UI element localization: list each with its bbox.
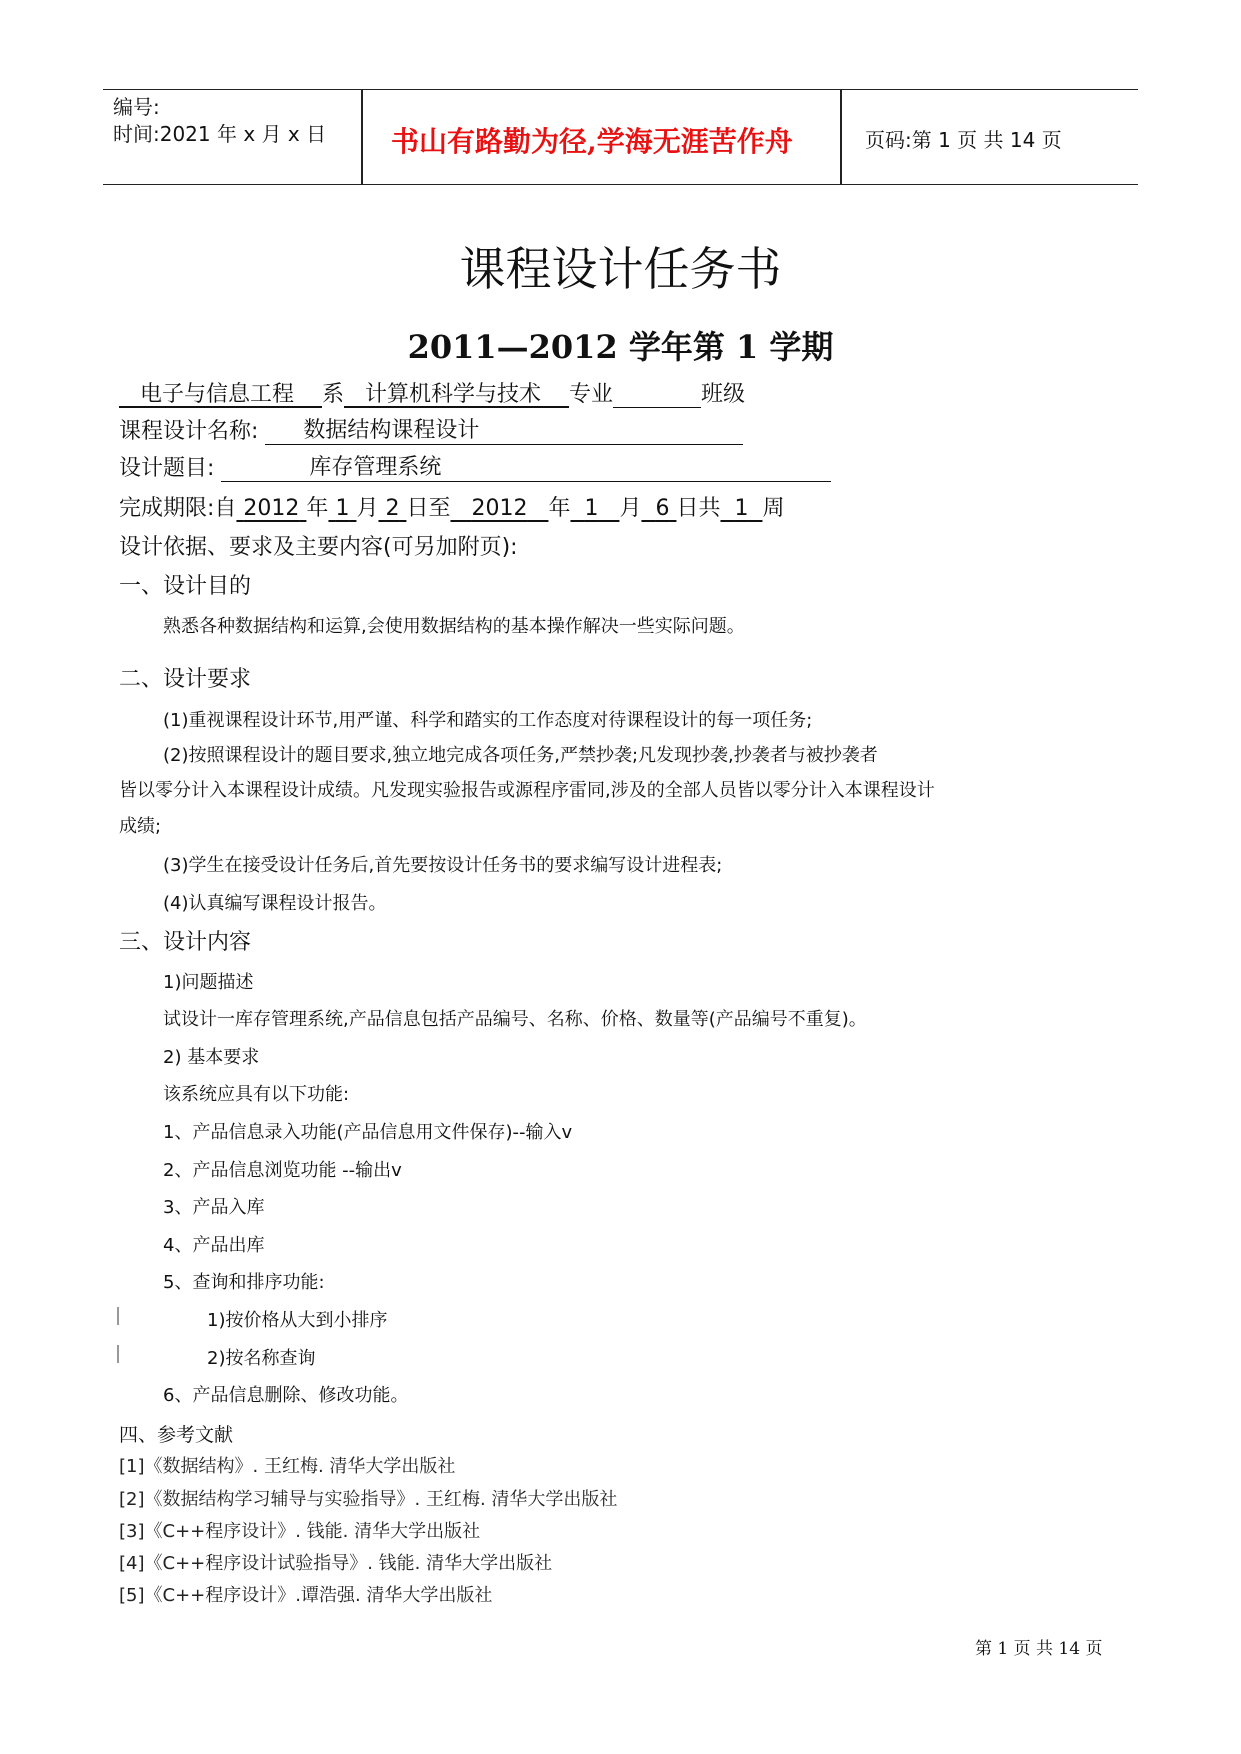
- section1-heading: 一、设计目的: [119, 574, 252, 599]
- reference-item: [3]《C++程序设计》. 钱能. 清华大学出版社: [119, 1521, 481, 1542]
- section2-item3: (3)学生在接受设计任务后,首先要按设计任务书的要求编写设计进程表;: [163, 855, 723, 876]
- change-bar: [117, 1345, 119, 1363]
- feature-2: 2、产品信息浏览功能 --输出v: [163, 1160, 402, 1181]
- section1-text: 熟悉各种数据结构和运算,会使用数据结构的基本操作解决一些实际问题。: [163, 616, 745, 637]
- reference-item: [5]《C++程序设计》.谭浩强. 清华大学出版社: [119, 1585, 493, 1606]
- start-year: 2012: [243, 496, 300, 521]
- section3-sub1: 1)问题描述: [163, 972, 254, 993]
- number-label: 编号:: [113, 95, 160, 119]
- weeks: 1: [734, 496, 749, 521]
- feature-4: 4、产品出库: [163, 1235, 265, 1256]
- major: 计算机科学与技术: [364, 382, 541, 407]
- document-subtitle: 2011—2012 学年第 1 学期: [407, 328, 834, 366]
- course-value: 数据结构课程设计: [303, 418, 480, 443]
- start-month: 1: [335, 496, 350, 521]
- course-line: [119, 414, 743, 445]
- header-meta: [113, 94, 326, 148]
- topic-line: [119, 451, 831, 482]
- topic-label: 设计题目:: [119, 456, 215, 481]
- topic-value: 库存管理系统: [309, 455, 442, 480]
- dept-suffix: 系: [321, 382, 344, 407]
- section2-item2-line1: (2)按照课程设计的题目要求,独立地完成各项任务,严禁抄袭;凡发现抄袭,抄袭者与被抄袭者: [163, 745, 878, 766]
- reference-item: [1]《数据结构》. 王红梅. 清华大学出版社: [119, 1456, 456, 1477]
- section3-sub2: 2) 基本要求: [163, 1047, 260, 1068]
- section2-item1: (1)重视课程设计环节,用严谨、科学和踏实的工作态度对待课程设计的每一项任务;: [163, 710, 813, 731]
- header-divider: [361, 90, 363, 184]
- start-day: 2: [385, 496, 400, 521]
- class-suffix: 班级: [701, 382, 746, 407]
- reference-item: [2]《数据结构学习辅导与实验指导》. 王红梅. 清华大学出版社: [119, 1489, 618, 1510]
- feature-6: 6、产品信息删除、修改功能。: [163, 1385, 409, 1406]
- header-divider: [840, 90, 842, 184]
- period-line: 完成期限:自 2012 年 1 月 2 日至 2012 年 1 月 6 日共 1 周: [119, 496, 785, 521]
- department: 电子与信息工程: [139, 382, 294, 407]
- reference-item: [4]《C++程序设计试验指导》. 钱能. 清华大学出版社: [119, 1553, 553, 1574]
- feature-3: 3、产品入库: [163, 1197, 265, 1218]
- motto: 书山有路勤为径,学海无涯苦作舟: [391, 125, 793, 158]
- end-year: 2012: [471, 496, 528, 521]
- feature-5b: 2)按名称查询: [207, 1348, 316, 1369]
- feature-1: 1、产品信息录入功能(产品信息用文件保存)--输入v: [163, 1122, 573, 1143]
- time-label: 时间:2021 年 x 月 x 日: [113, 122, 327, 146]
- document-title: 课程设计任务书: [459, 242, 782, 296]
- section3-desc: 试设计一库存管理系统,产品信息包括产品编号、名称、价格、数量等(产品编号不重复)。: [163, 1009, 867, 1030]
- feature-5: 5、查询和排序功能:: [163, 1272, 325, 1293]
- header-page-code: 页码:第 1 页 共 14 页: [865, 128, 1062, 152]
- section4-heading: 四、参考文献: [119, 1424, 234, 1446]
- end-month: 1: [584, 496, 599, 521]
- class-blank: [613, 381, 701, 408]
- section2-heading: 二、设计要求: [119, 667, 252, 692]
- period-label: 完成期限:自: [119, 496, 237, 521]
- section3-heading: 三、设计内容: [119, 930, 252, 955]
- section2-item2-line3: 成绩;: [119, 816, 162, 837]
- major-suffix: 专业: [568, 382, 613, 407]
- header-table: [103, 89, 1138, 185]
- change-bar: [117, 1307, 119, 1325]
- dept-line: [119, 377, 745, 408]
- end-day: 6: [655, 496, 670, 521]
- section2-item2-line2: 皆以零分计入本课程设计成绩。凡发现实验报告或源程序雷同,涉及的全部人员皆以零分计入本课程设计: [119, 780, 935, 801]
- section2-item4: (4)认真编写课程设计报告。: [163, 893, 387, 914]
- course-label: 课程设计名称:: [119, 419, 259, 444]
- page-footer: 第 1 页 共 14 页: [975, 1639, 1103, 1659]
- feature-5a: 1)按价格从大到小排序: [207, 1310, 388, 1331]
- basis-line: 设计依据、要求及主要内容(可另加附页):: [119, 535, 518, 560]
- section3-intro: 该系统应具有以下功能:: [163, 1084, 350, 1105]
